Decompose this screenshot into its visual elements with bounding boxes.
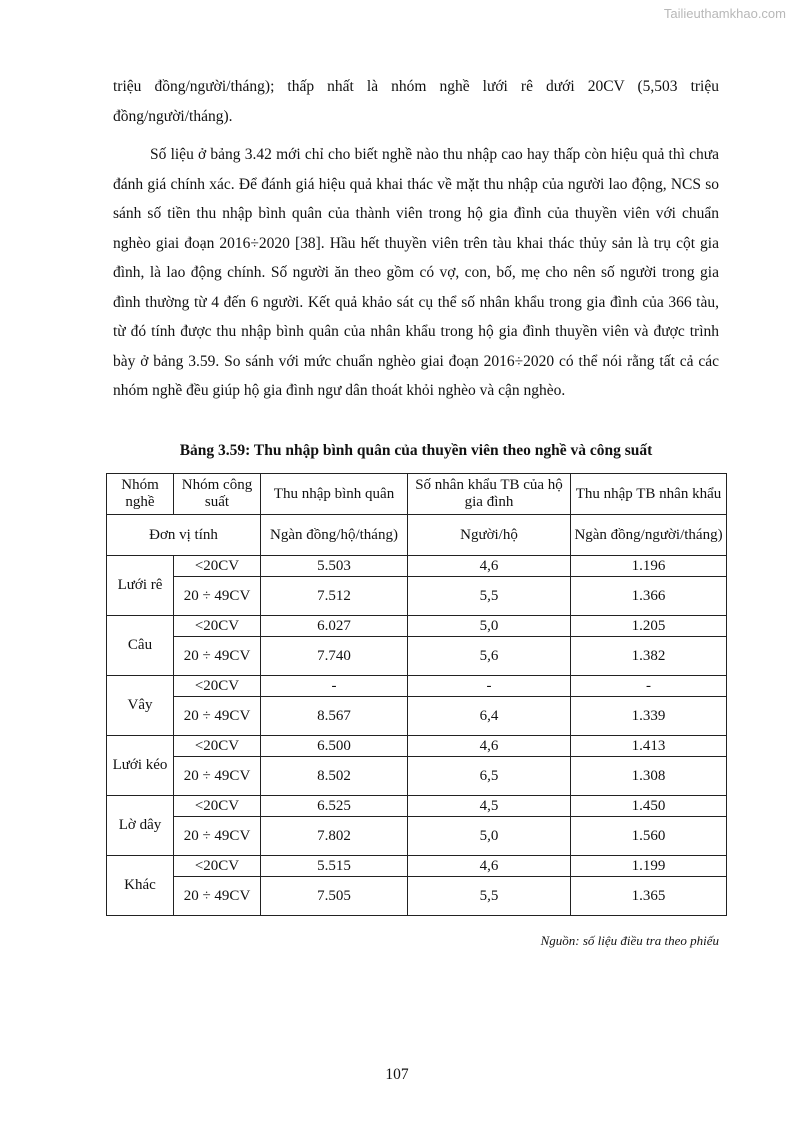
cell-group-name: Câu xyxy=(107,616,174,676)
cell-power: <20CV xyxy=(174,856,261,877)
cell-per-capita: 1.382 xyxy=(571,637,727,676)
table-caption: Bảng 3.59: Thu nhập bình quân của thuyền viên theo nghề và công suất xyxy=(179,442,653,459)
table-row xyxy=(107,736,727,757)
cell-power: 20 ÷ 49CV xyxy=(174,757,261,796)
income-table xyxy=(106,473,727,916)
header-income: Thu nhập bình quân xyxy=(261,474,408,515)
table-header-row xyxy=(107,474,727,515)
cell-income: 6.525 xyxy=(261,796,408,817)
cell-income: 7.740 xyxy=(261,637,408,676)
cell-income: 6.027 xyxy=(261,616,408,637)
cell-members: 4,6 xyxy=(408,556,571,577)
cell-power: 20 ÷ 49CV xyxy=(174,577,261,616)
table-row xyxy=(107,616,727,637)
watermark: Tailieuthamkhao.com xyxy=(663,6,786,21)
cell-group-name: Lưới rê xyxy=(107,556,174,616)
header-members: Số nhân khẩu TB của hộ gia đình xyxy=(408,474,571,515)
cell-per-capita: 1.199 xyxy=(571,856,727,877)
cell-per-capita: 1.339 xyxy=(571,697,727,736)
header-group: Nhóm nghề xyxy=(107,474,174,515)
cell-per-capita: - xyxy=(571,676,727,697)
cell-per-capita: 1.450 xyxy=(571,796,727,817)
table-unit-row xyxy=(107,515,727,556)
table-row xyxy=(107,757,727,796)
cell-per-capita: 1.560 xyxy=(571,817,727,856)
cell-group-name: Lờ dây xyxy=(107,796,174,856)
table-row xyxy=(107,796,727,817)
cell-income: - xyxy=(261,676,408,697)
table-row xyxy=(107,817,727,856)
cell-power: 20 ÷ 49CV xyxy=(174,637,261,676)
cell-per-capita: 1.365 xyxy=(571,877,727,916)
table-source: Nguồn: số liệu điều tra theo phiếu xyxy=(540,933,719,948)
cell-income: 7.512 xyxy=(261,577,408,616)
cell-group-name: Khác xyxy=(107,856,174,916)
table-row xyxy=(107,697,727,736)
header-per-capita: Thu nhập TB nhân khẩu xyxy=(571,474,727,515)
unit-income: Ngàn đồng/hộ/tháng) xyxy=(261,515,408,556)
cell-members: 6,4 xyxy=(408,697,571,736)
cell-per-capita: 1.308 xyxy=(571,757,727,796)
paragraph-1: triệu đồng/người/tháng); thấp nhất là nhóm nghề lưới rê dưới 20CV (5,503 triệu đồng/người/tháng). xyxy=(113,78,719,125)
cell-power: 20 ÷ 49CV xyxy=(174,877,261,916)
cell-group-name: Vây xyxy=(107,676,174,736)
cell-income: 6.500 xyxy=(261,736,408,757)
cell-power: <20CV xyxy=(174,676,261,697)
cell-members: 5,5 xyxy=(408,877,571,916)
cell-income: 8.567 xyxy=(261,697,408,736)
cell-income: 5.515 xyxy=(261,856,408,877)
cell-per-capita: 1.413 xyxy=(571,736,727,757)
page-number: 107 xyxy=(385,1066,409,1083)
cell-members: 5,6 xyxy=(408,637,571,676)
cell-power: 20 ÷ 49CV xyxy=(174,817,261,856)
cell-power: <20CV xyxy=(174,736,261,757)
header-power: Nhóm công suất xyxy=(174,474,261,515)
table-row xyxy=(107,877,727,916)
cell-members: 4,6 xyxy=(408,736,571,757)
cell-group-name: Lưới kéo xyxy=(107,736,174,796)
paragraph-2: Số liệu ở bảng 3.42 mới chỉ cho biết nghề nào thu nhập cao hay thấp còn hiệu quả thì chưa đánh giá chính xác. Để đánh giá hiệu quả khai thác về mặt thu nhập của người lao động, NCS so sánh số tiền thu nhập bình quân của thành viên trong hộ gia đình của thuyền viên với chuẩn nghèo giai đoạn 2016÷2020 [38]. Hầu hết thuyền viên trên tàu khai thác thủy sản là trụ cột gia đình, là lao động chính. Số người ăn theo gồm có vợ, con, bố, mẹ cho nên số người trong gia đình thường từ 4 đến 6 người. Kết quả khảo sát cụ thể số nhân khẩu trong gia đình của 366 tàu, từ đó tính được thu nhập bình quân của nhân khẩu trong hộ gia đình thuyền viên và được trình bày ở bảng 3.59. So sánh với mức chuẩn nghèo giai đoạn 2016÷2020 có thể nói rằng tất cả các nhóm nghề đều giúp hộ gia đình ngư dân thoát khỏi nghèo và cận nghèo. xyxy=(113,146,719,399)
table-row xyxy=(107,637,727,676)
cell-per-capita: 1.196 xyxy=(571,556,727,577)
cell-members: 5,0 xyxy=(408,616,571,637)
cell-members: 5,0 xyxy=(408,817,571,856)
cell-members: 6,5 xyxy=(408,757,571,796)
table-row xyxy=(107,577,727,616)
cell-income: 7.505 xyxy=(261,877,408,916)
table-row xyxy=(107,856,727,877)
unit-label: Đơn vị tính xyxy=(107,515,261,556)
cell-per-capita: 1.205 xyxy=(571,616,727,637)
cell-power: 20 ÷ 49CV xyxy=(174,697,261,736)
cell-income: 7.802 xyxy=(261,817,408,856)
unit-members: Người/hộ xyxy=(408,515,571,556)
cell-power: <20CV xyxy=(174,616,261,637)
cell-members: 4,5 xyxy=(408,796,571,817)
cell-members: 5,5 xyxy=(408,577,571,616)
table-row xyxy=(107,676,727,697)
cell-income: 5.503 xyxy=(261,556,408,577)
cell-per-capita: 1.366 xyxy=(571,577,727,616)
cell-power: <20CV xyxy=(174,556,261,577)
table-row xyxy=(107,556,727,577)
cell-income: 8.502 xyxy=(261,757,408,796)
cell-members: - xyxy=(408,676,571,697)
cell-members: 4,6 xyxy=(408,856,571,877)
cell-power: <20CV xyxy=(174,796,261,817)
unit-per-capita: Ngàn đồng/người/tháng) xyxy=(571,515,727,556)
